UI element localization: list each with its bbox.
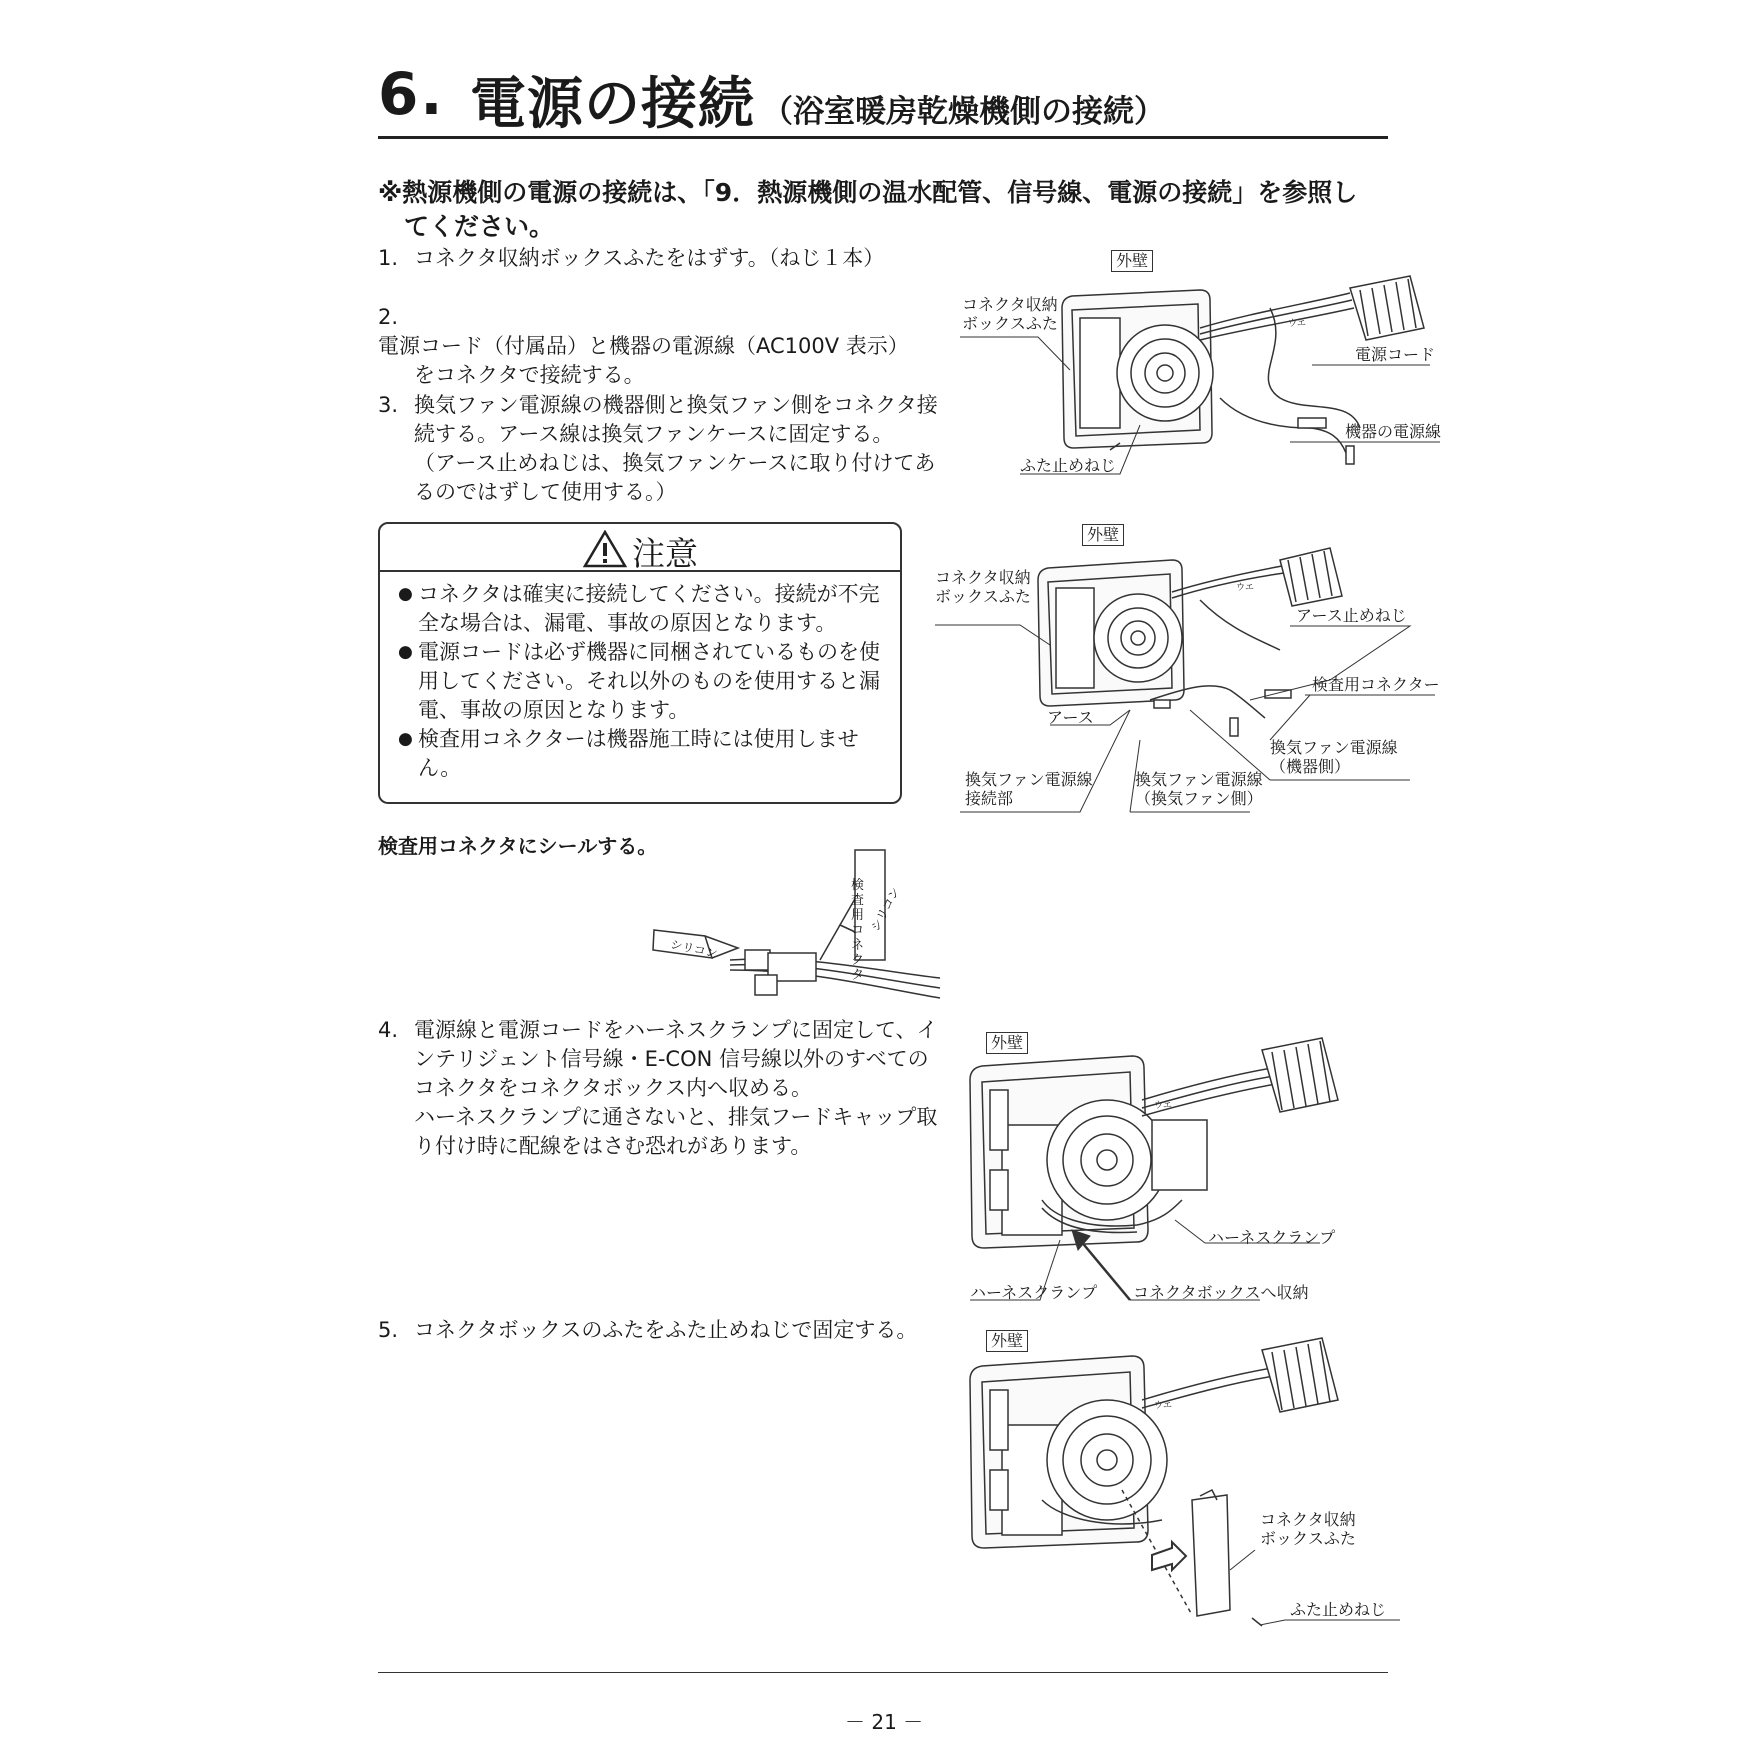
step-text: ンテリジェント信号線・E-CON 信号線以外のすべての — [414, 1047, 929, 1071]
fig3-store-label: コネクタボックスへ収納 — [1133, 1283, 1309, 1302]
fig4-leader-lines — [1200, 1530, 1400, 1630]
fig1-power-cord-label: 電源コード — [1355, 345, 1436, 364]
section-number: 6. — [378, 60, 445, 128]
step-number: 1. — [378, 246, 399, 270]
label-line: 換気ファン電源線 — [1135, 770, 1263, 789]
label-line: コネクタ収納 — [962, 295, 1058, 314]
fig3-leader-lines — [960, 1160, 1320, 1300]
fig1-lid-screw-label: ふた止めねじ — [1020, 456, 1117, 475]
caution-item: ● 検査用コネクターは機器施工時には使用しません。 — [398, 725, 888, 783]
fig1-mark: ウエ — [1288, 319, 1307, 329]
label-line: （機器側） — [1270, 757, 1351, 776]
seal-tube-label: シリコン — [669, 937, 719, 961]
reference-note — [378, 176, 1388, 244]
seal-illustration — [650, 850, 950, 1000]
label-line: 換気ファン電源線 — [1270, 738, 1398, 757]
fig2-earth-screw-label: アース止めねじ — [1296, 606, 1407, 625]
step-text: 電源線と電源コードをハーネスクランプに固定して、イ — [414, 1018, 938, 1042]
page-number: － 21 － — [845, 1710, 924, 1734]
step-text: 電源コード（付属品）と機器の電源線（AC100V 表示） — [378, 334, 909, 358]
step-1 — [378, 244, 938, 273]
step-number: 4. — [378, 1018, 399, 1042]
caution-header — [380, 524, 900, 572]
step-number: 5. — [378, 1318, 399, 1342]
fig4-lid-screw-label: ふた止めねじ — [1290, 1600, 1387, 1619]
label-line: 接続部 — [965, 789, 1014, 808]
step-number: 3. — [378, 393, 399, 417]
step-text: （アース止めねじは、換気ファンケースに取り付けてあ — [414, 451, 936, 475]
step-number: 2. — [378, 305, 399, 329]
step-2 — [378, 303, 938, 390]
page-title: 電源の接続 — [470, 72, 755, 137]
label-line: （換気ファン側） — [1135, 789, 1263, 808]
title-rule — [378, 136, 1388, 139]
step-text: るのではずして使用する。） — [414, 480, 677, 504]
note-line-2: てください。 — [404, 212, 555, 241]
warning-icon — [583, 530, 627, 568]
label-line: 換気ファン電源線 — [965, 770, 1093, 789]
step-text: コネクタボックスのふたをふた止めねじで固定する。 — [414, 1318, 918, 1342]
step-text: コネクタ収納ボックスふたをはずす。（ねじ１本） — [414, 246, 885, 270]
step-text: コネクタをコネクタボックス内へ収める。 — [414, 1076, 812, 1100]
fig1-unit-power-label: 機器の電源線 — [1345, 422, 1442, 441]
step-text: をコネクタで接続する。 — [414, 363, 645, 387]
step-text: ハーネスクランプに通さないと、排気フードキャップ取 — [414, 1105, 938, 1129]
caution-item: ● 電源コードは必ず機器に同梱されているものを使用してください。それ以外のものを使用すると漏電、事故の原因となります。 — [398, 638, 888, 725]
fig4-mark: ウエ — [1154, 1401, 1173, 1411]
page-subtitle: （浴室暖房乾燥機側の接続） — [762, 94, 1165, 130]
step-4 — [378, 1016, 938, 1161]
step-text: 続する。アース線は換気ファンケースに固定する。 — [414, 422, 894, 446]
seal-tube-label: シリコン — [868, 884, 903, 934]
label-line: ボックスふた — [962, 314, 1058, 333]
step-text: り付け時に配線をはさむ恐れがあります。 — [414, 1134, 812, 1158]
footer-rule — [378, 1672, 1388, 1673]
fig3-wall-label: 外壁 — [986, 1032, 1028, 1054]
note-line-1: ※熱源機側の電源の接続は、「9．熱源機側の温水配管、信号線、電源の接続」を参照し — [378, 178, 1358, 207]
fig2-wall-label: 外壁 — [1082, 524, 1124, 546]
step-text: 換気ファン電源線の機器側と換気ファン側をコネクタ接 — [414, 393, 938, 417]
fig4-wall-label: 外壁 — [986, 1330, 1028, 1352]
caution-title: 注意 — [632, 534, 698, 573]
step-3 — [378, 391, 938, 507]
label-line: コネクタ収納 — [1260, 1510, 1356, 1529]
fig2-earth-label: アース — [1047, 708, 1094, 727]
fig3-mark: ウエ — [1154, 1101, 1173, 1111]
label-line: ボックスふた — [935, 587, 1031, 606]
caution-item: ● コネクタは確実に接続してください。接続が不完全な場合は、漏電、事故の原因となります。 — [398, 580, 888, 638]
label-line: コネクタ収納 — [935, 568, 1031, 587]
fig1-leader-lines — [960, 250, 1440, 480]
step-5 — [378, 1316, 938, 1345]
seal-heading: 検査用コネクタにシールする。 — [378, 834, 658, 858]
caution-list — [398, 580, 888, 783]
caution-box — [378, 522, 902, 804]
fig3-clamp-label: ハーネスクランプ — [1208, 1228, 1336, 1247]
fig2-test-connector-label: 検査用コネクター — [1312, 675, 1440, 694]
fig3-clamp-label: ハーネスクランプ — [970, 1283, 1098, 1302]
seal-tag-label: 検査用コネクタ — [851, 878, 865, 983]
label-line: ボックスふた — [1260, 1529, 1356, 1548]
fig2-mark: ウエ — [1236, 583, 1255, 593]
fig1-wall-label: 外壁 — [1111, 250, 1153, 272]
fig2-leader-lines — [930, 560, 1430, 820]
